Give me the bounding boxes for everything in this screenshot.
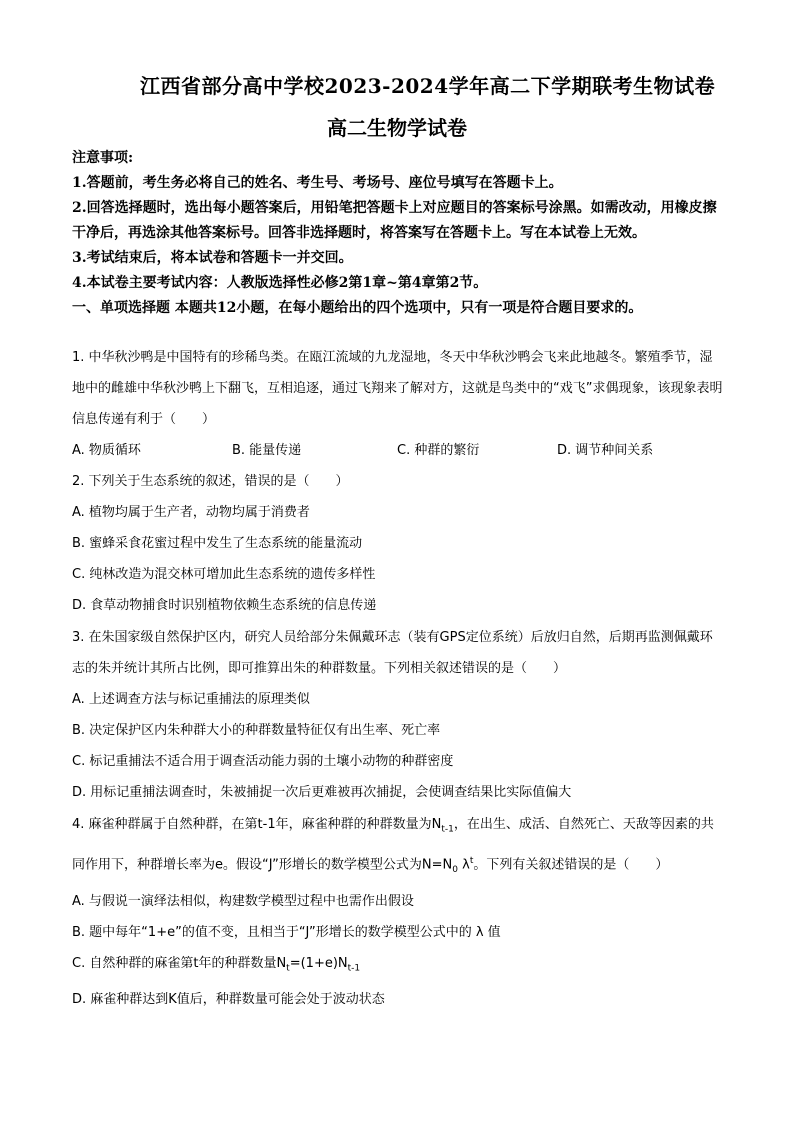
option-a: A. 植物均属于生产者，动物均属于消费者: [72, 505, 310, 520]
exam-subtitle: 高二生物学试卷: [327, 116, 467, 140]
question-stem: 4. 麻雀种群属于自然种群，在第t-1年，麻雀种群的种群数量为$N_{t-1}$，在出生、成活、自然死亡、天敌等因素的共同作用下，种群增长率为e。假设“J”形增长的数学模型公式为$N=N_0$ $\lambda^t$。下列有关叙述错误的是（ ）: [72, 817, 714, 875]
notes-item: 3.考试结束后，将本试卷和答题卡一并交回。: [72, 250, 353, 266]
question-3: [72, 622, 724, 808]
notes-section: [72, 146, 724, 321]
notes-item: 2.回答选择题时，选出每小题答案后，用铅笔把答题卡上对应题目的答案标号涂黑。如需改动，用橡皮擦干净后，再选涂其他答案标号。回答非选择题时，将答案写在答题卡上。写在本试卷上无效。: [72, 200, 717, 241]
option-c: C. 标记重捕法不适合用于调查活动能力弱的土壤小动物的种群密度: [72, 754, 454, 769]
question-4: [72, 809, 724, 1015]
option-b: B. 题中每年“1+e”的值不变，且相当于“J”形增长的数学模型公式中的 λ 值: [72, 924, 501, 940]
question-2: [72, 466, 724, 621]
question-stem: 2. 下列关于生态系统的叙述，错误的是（ ）: [72, 474, 349, 489]
notes-item: 4.本试卷主要考试内容：人教版选择性必修2第1章~第4章第2节。: [72, 275, 488, 291]
option-c: C. 纯林改造为混交林可增加此生态系统的遗传多样性: [72, 567, 376, 582]
option-d: D. 调节种间关系: [557, 443, 654, 458]
notes-heading: 注意事项:: [72, 150, 134, 166]
notes-item: 1.答题前，考生务必将自己的姓名、考生号、考场号、座位号填写在答题卡上。: [72, 175, 563, 191]
exam-title: 江西省部分高中学校2023-2024学年高二下学期联考生物试卷: [140, 74, 716, 98]
option-a: A. 物质循环: [72, 443, 141, 458]
option-b: B. 能量传递: [232, 443, 302, 458]
section-heading: 一、单项选择题 本题共12小题，在每小题给出的四个选项中，只有一项是符合题目要求的。: [72, 300, 643, 316]
question-1: [72, 342, 724, 466]
question-stem: 1. 中华秋沙鸭是中国特有的珍稀鸟类。在瓯江流域的九龙湿地，冬天中华秋沙鸭会飞来此地越冬。繁殖季节，湿地中的雌雄中华秋沙鸭上下翻飞，互相追逐，通过飞翔来了解对方，这就是鸟类中的“戏飞”求偶现象，该现象表明信息传递有利于（ ）: [72, 350, 723, 427]
option-c: C. 种群的繁衍: [397, 443, 480, 458]
question-stem: 3. 在朱国家级自然保护区内，研究人员给部分朱佩戴环志（装有GPS定位系统）后放归自然，后期再监测佩戴环志的朱并统计其所占比例，即可推算出朱的种群数量。下列相关叙述错误的是（ ）: [72, 630, 713, 676]
option-d: D. 用标记重捕法调查时，朱被捕捉一次后更难被再次捕捉，会使调查结果比实际值偏大: [72, 785, 572, 800]
option-d: D. 食草动物捕食时识别植物依赖生态系统的信息传递: [72, 598, 377, 613]
option-a: A. 上述调查方法与标记重捕法的原理类似: [72, 692, 310, 707]
option-c: C. 自然种群的麻雀第t年的种群数量$N_t=(1+e)N_{t-1}$: [72, 955, 361, 974]
options-row: [72, 435, 724, 466]
option-b: B. 决定保护区内朱种群大小的种群数量特征仅有出生率、死亡率: [72, 723, 441, 738]
option-a: A. 与假说一演绎法相似，构建数学模型过程中也需作出假设: [72, 893, 414, 909]
option-d: D. 麻雀种群达到K值后，种群数量可能会处于波动状态: [72, 992, 385, 1008]
option-b: B. 蜜蜂采食花蜜过程中发生了生态系统的能量流动: [72, 536, 363, 551]
